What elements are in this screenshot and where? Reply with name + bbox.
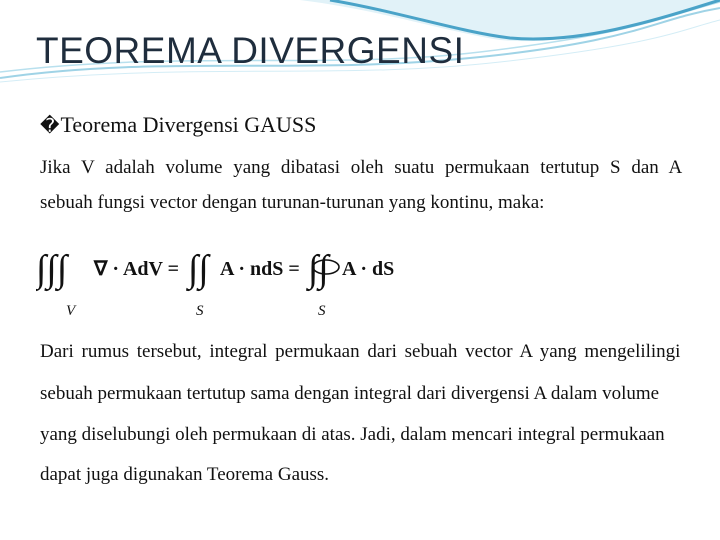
bullet-item	[40, 112, 316, 138]
svg-text:∫∫: ∫∫	[308, 248, 329, 290]
svg-text:∫∫: ∫∫	[188, 248, 209, 290]
formula-lhs: ∇ · AdV =	[94, 258, 179, 280]
formula-sub-s1: S	[196, 303, 204, 319]
paragraph-line-4: sebuah permukaan tertutup sama dengan integral dari divergensi A dalam volume	[40, 383, 660, 404]
paragraph-line-1: Jika V adalah volume yang dibatasi oleh suatu permukaan tertutup S dan A	[40, 157, 683, 178]
bullet-text: Teorema Divergensi GAUSS	[60, 112, 317, 137]
paragraph-line-6: dapat juga digunakan Teorema Gauss.	[40, 464, 330, 485]
formula-sub-v: V	[66, 303, 76, 319]
formula-mid: A · ndS =	[220, 258, 300, 280]
bullet-glyph-icon: �	[40, 115, 60, 137]
paragraph-line-5: yang diselubungi oleh permukaan di atas. Jadi, dalam mencari integral permukaan	[40, 424, 665, 445]
content-image	[30, 143, 694, 499]
formula-sub-s2: S	[318, 303, 326, 319]
slide-title: TEOREMA DIVERGENSI	[36, 30, 465, 71]
divergence-formula	[36, 233, 436, 323]
svg-text:∫∫∫: ∫∫∫	[36, 248, 68, 290]
paragraph-line-2: sebuah fungsi vector dengan turunan-turunan yang kontinu, maka:	[40, 192, 545, 213]
formula-rhs: A · dS	[342, 258, 395, 280]
paragraph-line-3: Dari rumus tersebut, integral permukaan dari sebuah vector A yang mengelilingi	[40, 341, 681, 362]
